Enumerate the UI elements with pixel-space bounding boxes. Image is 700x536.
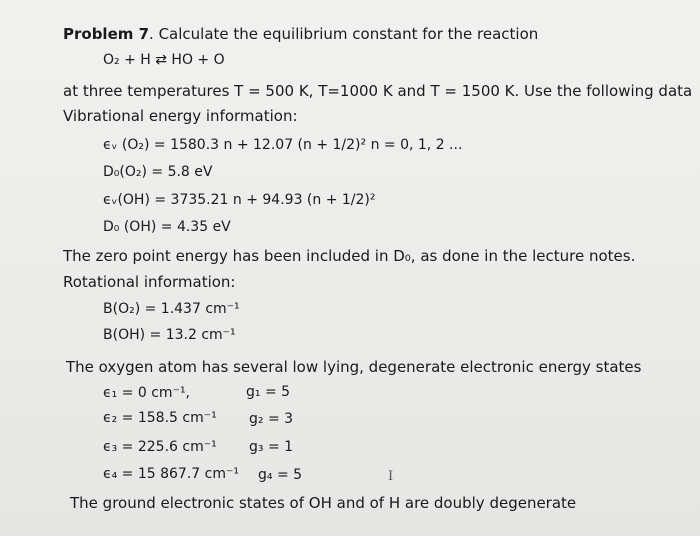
ground-state-note: The ground electronic states of OH and of H are doubly degenerate xyxy=(70,494,577,512)
state-energy-4: ϵ₄ = 15 867.7 cm⁻¹ xyxy=(103,466,239,482)
problem-prompt: . Calculate the equilibrium constant for the reaction xyxy=(149,25,539,43)
vibrational-heading: Vibrational energy information: xyxy=(63,107,298,125)
rotational-heading: Rotational information: xyxy=(63,273,236,291)
problem-label: Problem 7 xyxy=(63,25,150,43)
state-degeneracy-4: g₄ = 5 xyxy=(258,467,303,483)
dissociation-oh: D₀ (OH) = 4.35 eV xyxy=(103,219,231,235)
state-energy-3: ϵ₃ = 225.6 cm⁻¹ xyxy=(103,439,217,455)
state-degeneracy-3: g₃ = 1 xyxy=(249,439,294,455)
temperatures-line: at three temperatures T = 500 K, T=1000 K and T = 1500 K. Use the following data xyxy=(63,82,693,100)
rot-constant-oh: B(OH) = 13.2 cm⁻¹ xyxy=(103,327,236,343)
rot-constant-o2: B(O₂) = 1.437 cm⁻¹ xyxy=(103,301,240,317)
vib-energy-oh: ϵᵥ(OH) = 3735.21 n + 94.93 (n + 1/2)² xyxy=(103,192,376,208)
state-energy-2: ϵ₂ = 158.5 cm⁻¹ xyxy=(103,410,217,426)
reaction-equation: O₂ + H ⇄ HO + O xyxy=(103,52,225,68)
oxygen-states-note: The oxygen atom has several low lying, degenerate electronic energy states xyxy=(66,358,642,376)
text-cursor-icon: I xyxy=(388,469,394,484)
state-degeneracy-1: g₁ = 5 xyxy=(246,384,291,400)
zero-point-note: The zero point energy has been included in D₀, as done in the lecture notes. xyxy=(63,247,636,265)
vib-energy-o2: ϵᵥ (O₂) = 1580.3 n + 12.07 (n + 1/2)² n = 0, 1, 2 ... xyxy=(103,137,463,153)
problem-title xyxy=(63,27,538,42)
state-degeneracy-2: g₂ = 3 xyxy=(249,411,294,427)
state-energy-1: ϵ₁ = 0 cm⁻¹, xyxy=(103,385,191,401)
dissociation-o2: D₀(O₂) = 5.8 eV xyxy=(103,164,213,180)
